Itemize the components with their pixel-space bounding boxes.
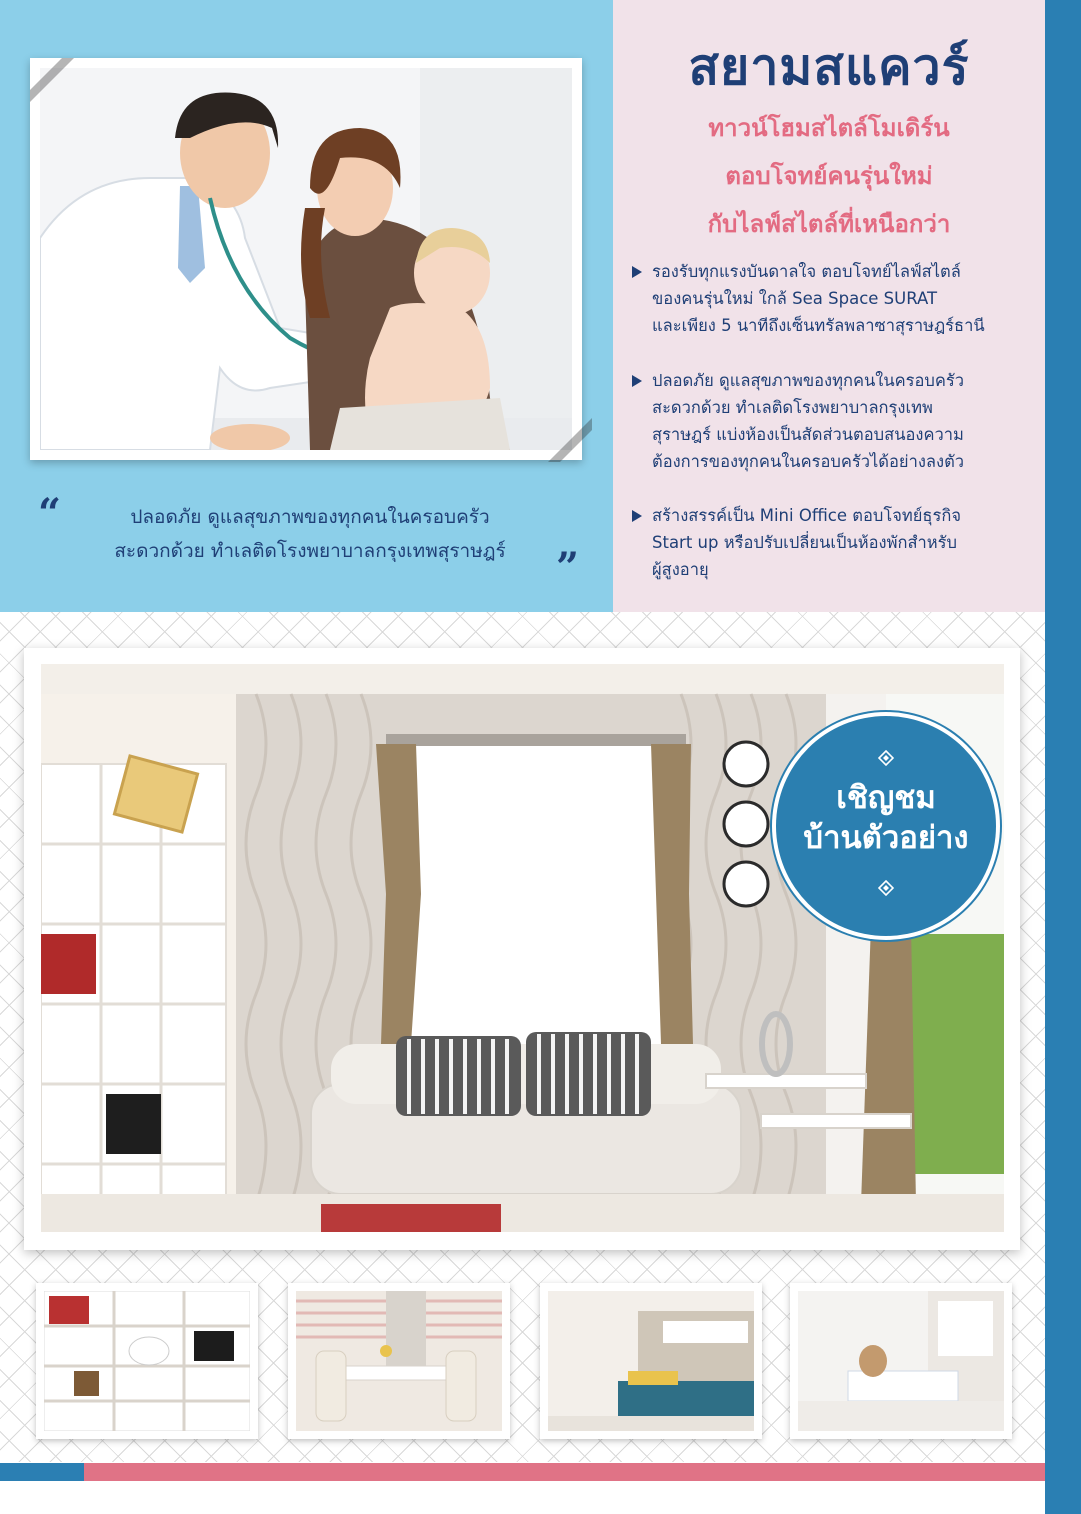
feature-bullet-text: สร้างสรรค์เป็น Mini Office ตอบโจทย์ธุรกิจ Start up หรือปรับเปลี่ยนเป็นห้องพักสำหรับ ผู้สูงอายุ (652, 506, 962, 579)
badge-text (776, 778, 996, 858)
doctor-baby-photo (40, 68, 572, 450)
diamond-ornament-icon (878, 750, 894, 766)
feature-bullet-text: รองรับทุกแรงบันดาลใจ ตอบโจทย์ไลฟ์สไตล์ ของคนรุ่นใหม่ ใกล้ Sea Space SURAT และเพียง 5 นาทีถึงเซ็นทรัลพลาซาสุราษฎร์ธานี (652, 262, 985, 335)
quote-open-mark: “ (38, 490, 62, 537)
shelf-decor-photo (44, 1291, 250, 1431)
kids-bedroom-photo (798, 1291, 1004, 1431)
feature-bullet-1 (632, 258, 1032, 339)
badge-line-2: บ้านตัวอย่าง (803, 820, 969, 856)
brand-title: สยามสแควร์ (688, 38, 970, 96)
dining-room-photo (296, 1291, 502, 1431)
doctor-baby-photo-frame (30, 58, 582, 460)
corner-fold-bottom-right (540, 410, 600, 470)
bullet-triangle-icon (632, 510, 642, 522)
thumbnail-shelf-decor (36, 1283, 258, 1439)
footer-bar-blue (0, 1463, 84, 1481)
corner-fold-top-left (22, 50, 82, 110)
quote-close-mark: ” (556, 544, 580, 591)
badge-line-1: เชิญชม (836, 780, 936, 816)
view-showhouse-badge[interactable] (776, 716, 996, 936)
bedroom-photo (548, 1291, 754, 1431)
feature-bullet-3 (632, 502, 1032, 583)
thumbnail-bedroom (540, 1283, 762, 1439)
bullet-triangle-icon (632, 375, 642, 387)
thumbnail-kids-bedroom (790, 1283, 1012, 1439)
bullet-triangle-icon (632, 266, 642, 278)
footer-bar-pink (84, 1463, 1045, 1481)
right-accent-stripe (1045, 0, 1081, 1514)
tagline-line-1: ทาวน์โฮมสไตล์โมเดิร์น (708, 114, 950, 142)
quote-block (60, 500, 560, 568)
quote-line-2: สะดวกด้วย ทำเลติดโรงพยาบาลกรุงเทพสุราษฎร์ (114, 540, 506, 562)
diamond-ornament-icon (878, 880, 894, 896)
feature-bullet-text: ปลอดภัย ดูแลสุขภาพของทุกคนในครอบครัว สะดวกด้วย ทำเลติดโรงพยาบาลกรุงเทพ สุราษฎร์ แบ่งห้องเป็นสัดส่วนตอบสนองความ ต้องการของทุกคนในครอบครัวได้อย่างลงตัว (652, 371, 965, 471)
tagline-line-2: ตอบโจทย์คนรุ่นใหม่ (725, 162, 933, 190)
quote-line-1: ปลอดภัย ดูแลสุขภาพของทุกคนในครอบครัว (130, 506, 490, 528)
tagline-line-3: กับไลฟ์สไตล์ที่เหนือกว่า (707, 210, 951, 238)
feature-bullet-2 (632, 367, 1032, 475)
thumbnail-dining-room (288, 1283, 510, 1439)
